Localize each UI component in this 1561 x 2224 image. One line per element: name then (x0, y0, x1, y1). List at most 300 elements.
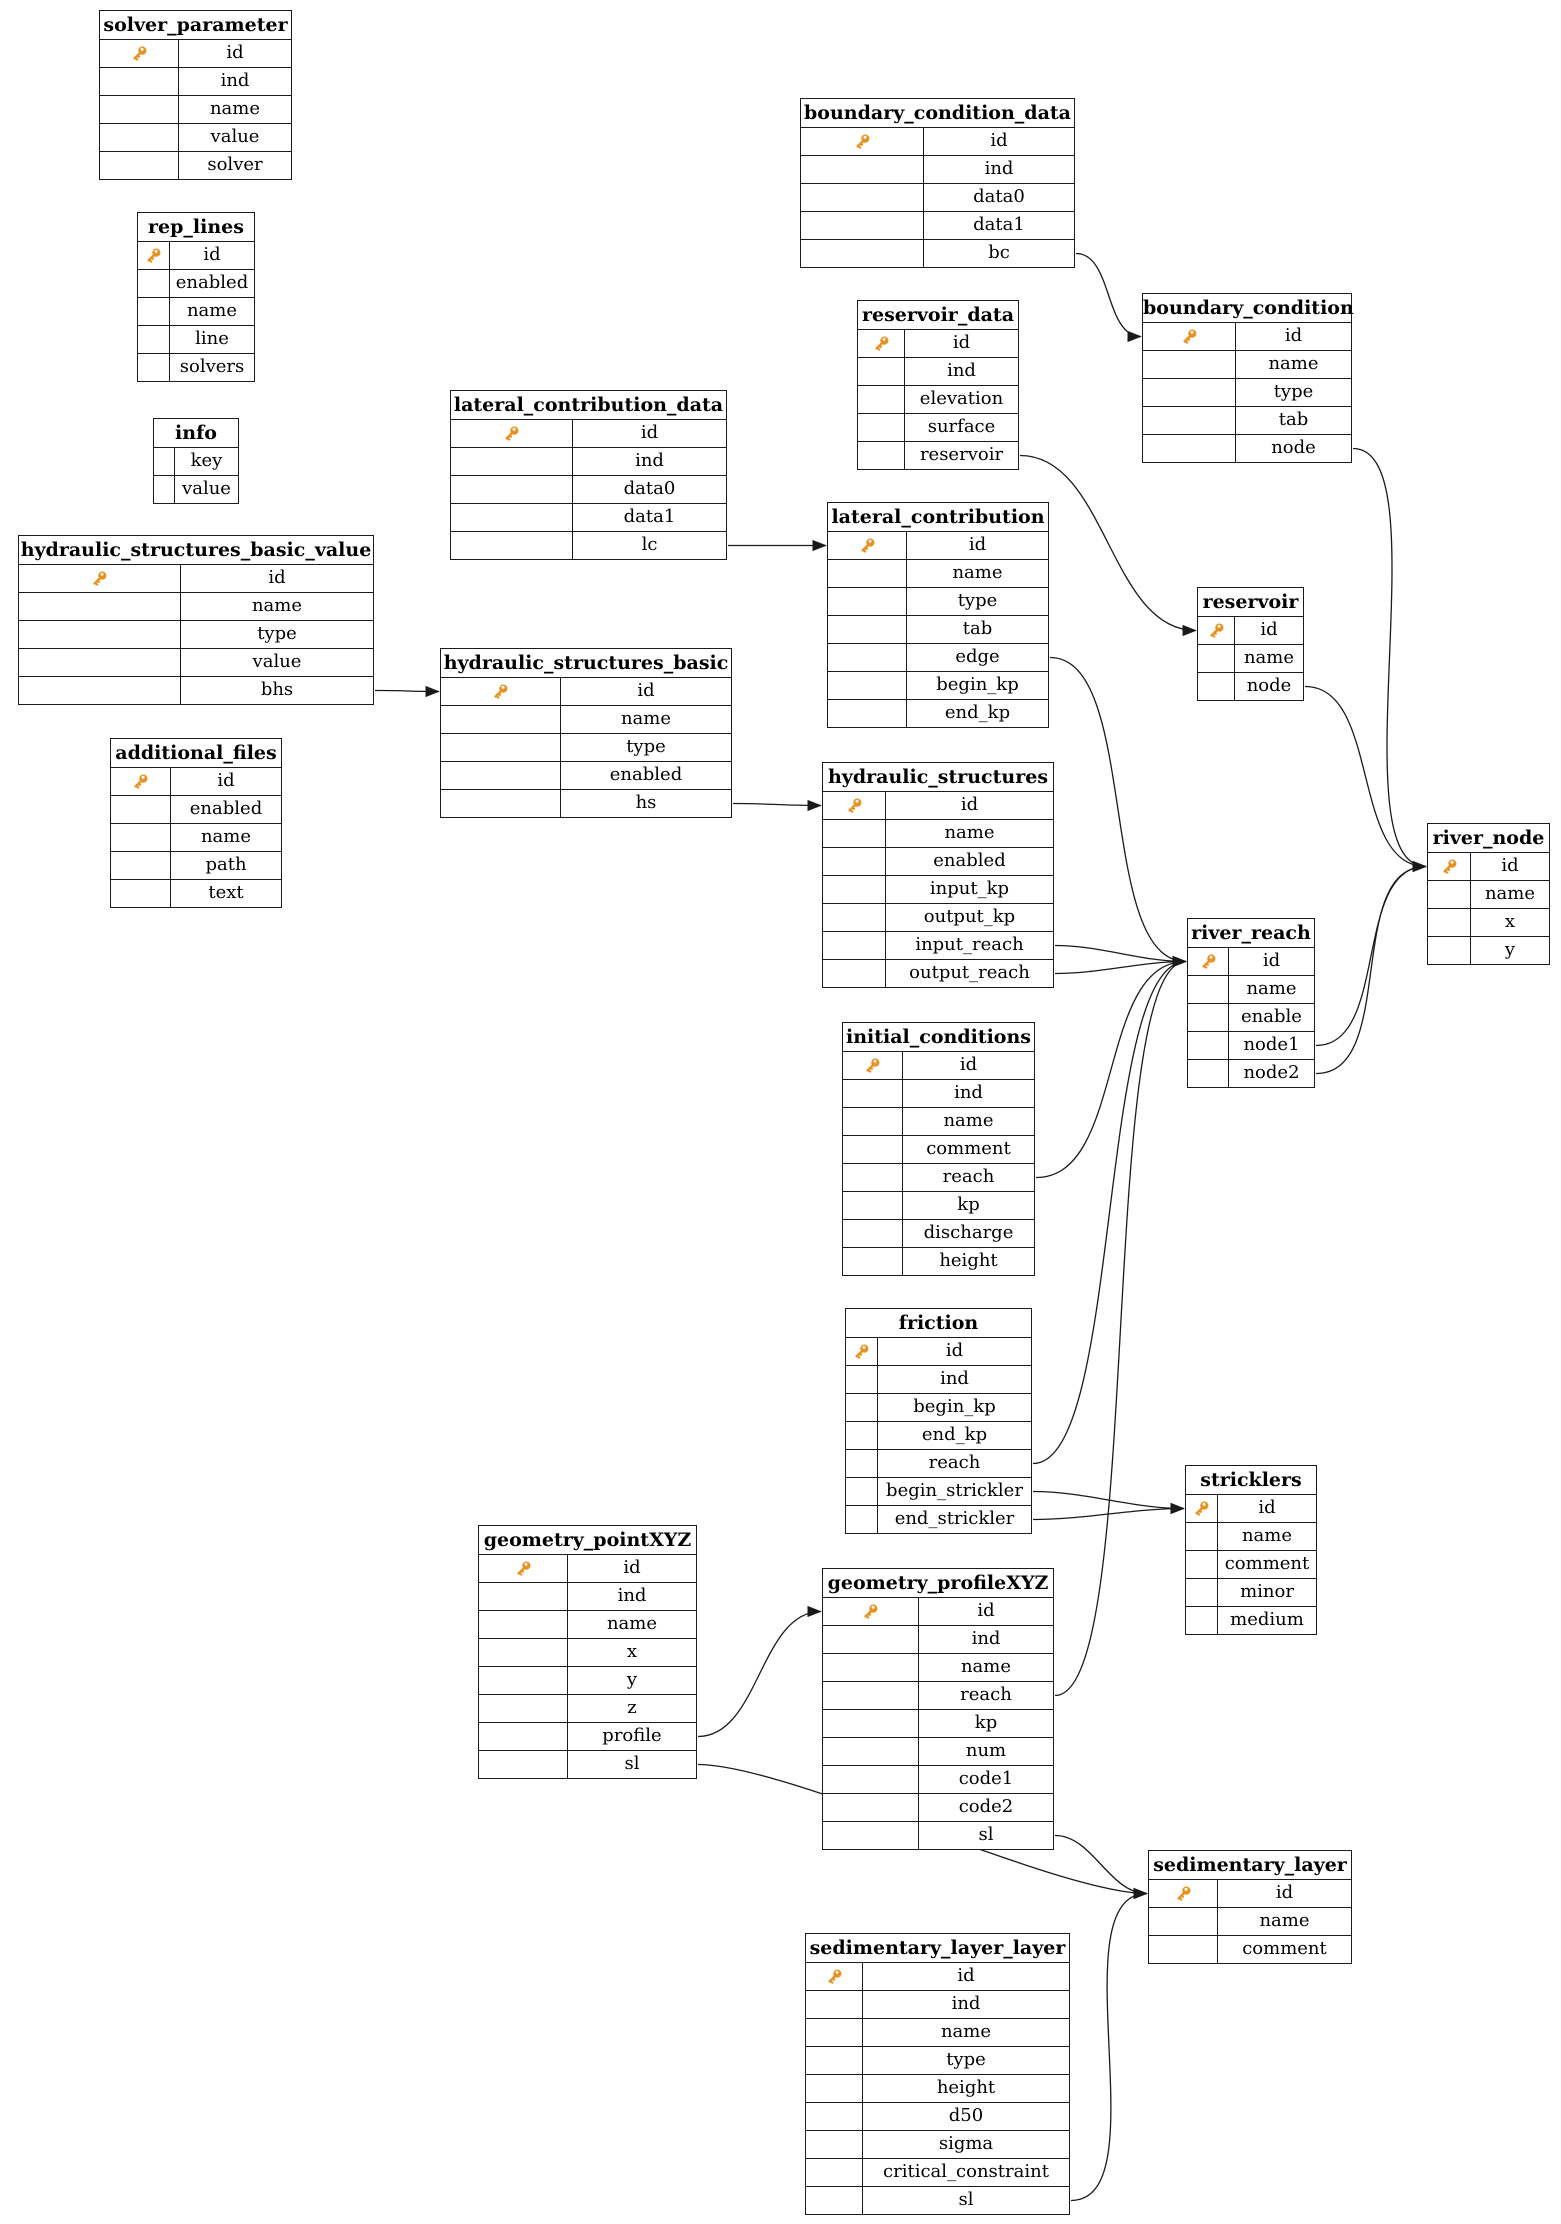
table-title: hydraulic_structures (827, 766, 1049, 788)
table-title: initial_conditions (845, 1026, 1031, 1048)
field-row-value (19, 648, 373, 676)
field-row-kp (823, 1709, 1053, 1737)
primary-key-cell (1188, 948, 1229, 975)
primary-key-cell (19, 565, 181, 592)
field-row-id (1428, 852, 1549, 880)
table-boundary_condition_data (800, 98, 1075, 268)
primary-key-icon (824, 1966, 845, 1987)
field-label: surface (927, 416, 996, 437)
table-hydraulic_structures (822, 762, 1054, 988)
key-cell-empty (451, 476, 573, 503)
field-row-name (100, 95, 291, 123)
table-title: sedimentary_layer_layer (809, 1937, 1066, 1959)
primary-key-cell (823, 1598, 919, 1625)
primary-key-cell (1143, 323, 1236, 350)
primary-key-cell (1198, 617, 1235, 644)
field-row-sigma (806, 2130, 1069, 2158)
field-row-name (828, 559, 1048, 587)
key-cell-empty (828, 672, 907, 699)
key-cell-empty (479, 1583, 568, 1610)
field-label: type (957, 590, 998, 611)
field-label: id (952, 332, 971, 353)
field-row-begin_strickler (846, 1477, 1031, 1505)
field-row-solver (100, 151, 291, 179)
key-cell-empty (479, 1695, 568, 1722)
field-row-line (138, 325, 254, 353)
field-row-code2 (823, 1793, 1053, 1821)
field-label: id (203, 244, 221, 265)
field-row-ind (451, 447, 726, 475)
field-row-d50 (806, 2102, 1069, 2130)
field-row-id (1188, 947, 1314, 975)
key-cell-empty (823, 1682, 919, 1709)
key-cell-empty (843, 1220, 903, 1247)
field-row-value (100, 123, 291, 151)
key-cell-empty (111, 796, 171, 823)
key-cell-empty (806, 2103, 863, 2130)
primary-key-icon (501, 423, 522, 444)
field-row-profile (479, 1722, 696, 1750)
key-cell-empty (806, 2047, 863, 2074)
field-label: name (620, 708, 672, 729)
table-info (153, 418, 239, 504)
field-label: type (257, 623, 297, 644)
field-row-ind (823, 1625, 1053, 1653)
key-cell-empty (441, 734, 561, 761)
field-label: sigma (938, 2133, 994, 2154)
relation-geometry_profileXYZ.sl-to-sedimentary_layer (1055, 1836, 1147, 1894)
field-row-hs (441, 789, 731, 817)
field-row-name (1188, 975, 1314, 1003)
field-row-num (823, 1737, 1053, 1765)
field-row-key (154, 447, 238, 475)
key-cell-empty (451, 504, 573, 531)
field-row-data1 (451, 503, 726, 531)
field-row-id (1149, 1879, 1351, 1907)
relation-hydraulic_structures_basic_value.bhs-to-hydraulic_structures_basic (375, 691, 439, 692)
field-label: id (945, 1340, 964, 1361)
field-row-solvers (138, 353, 254, 381)
table-title: friction (898, 1312, 979, 1334)
field-label: id (957, 1965, 975, 1986)
field-label: value (210, 126, 260, 147)
table-title: additional_files (115, 742, 277, 764)
field-label: name (1259, 1910, 1310, 1931)
field-label: id (968, 534, 987, 555)
primary-key-icon (1206, 620, 1227, 641)
field-label: input_kp (929, 878, 1010, 899)
key-cell-empty (1186, 1607, 1218, 1634)
relation-friction.reach-to-river_reach (1033, 962, 1186, 1464)
field-label: ind (971, 1628, 1001, 1649)
field-row-reach (846, 1449, 1031, 1477)
field-label: value (252, 651, 302, 672)
key-cell-empty (846, 1422, 878, 1449)
field-row-y (479, 1666, 696, 1694)
key-cell-empty (806, 2131, 863, 2158)
field-label: begin_strickler (886, 1480, 1023, 1501)
primary-key-cell (1149, 1880, 1218, 1907)
field-label: comment (1242, 1938, 1327, 1959)
key-cell-empty (1188, 1004, 1229, 1031)
field-row-id (111, 767, 281, 795)
field-row-discharge (843, 1219, 1034, 1247)
key-cell-empty (801, 240, 924, 267)
relation-boundary_condition_data.bc-to-boundary_condition (1076, 254, 1141, 337)
field-row-id (1186, 1494, 1316, 1522)
table-lateral_contribution (827, 502, 1049, 728)
field-label: edge (955, 646, 1000, 667)
key-cell-empty (1188, 1032, 1229, 1059)
key-cell-empty (138, 326, 170, 353)
field-label: id (960, 794, 979, 815)
field-label: sl (978, 1824, 994, 1845)
key-cell-empty (441, 706, 561, 733)
field-row-id (138, 241, 254, 269)
field-label: ind (617, 1585, 647, 1606)
key-cell-empty (828, 700, 907, 727)
primary-key-icon (844, 795, 865, 816)
field-label: name (960, 1656, 1012, 1677)
table-river_reach (1187, 918, 1315, 1088)
key-cell-empty (846, 1394, 878, 1421)
primary-key-icon (1173, 1883, 1194, 1904)
relation-initial_conditions.reach-to-river_reach (1036, 962, 1186, 1178)
field-label: kp (974, 1712, 998, 1733)
key-cell-empty (1143, 351, 1236, 378)
table-title: river_reach (1191, 922, 1311, 944)
table-reservoir_data (857, 300, 1019, 470)
field-label: type (626, 736, 666, 757)
field-row-path (111, 851, 281, 879)
primary-key-cell (828, 532, 907, 559)
field-label: data1 (623, 506, 676, 527)
field-row-name (823, 1653, 1053, 1681)
field-label: id (1260, 619, 1278, 640)
key-cell-empty (441, 762, 561, 789)
field-label: reach (942, 1166, 995, 1187)
field-label: enabled (933, 850, 1006, 871)
table-hydraulic_structures_basic (440, 648, 732, 818)
table-rep_lines (137, 212, 255, 382)
primary-key-cell (100, 40, 179, 67)
field-row-reach (843, 1163, 1034, 1191)
field-row-name (1149, 1907, 1351, 1935)
key-cell-empty (1143, 407, 1236, 434)
field-row-end_strickler (846, 1505, 1031, 1533)
field-row-type (19, 620, 373, 648)
relation-boundary_condition.node-to-river_node (1353, 449, 1426, 867)
field-label: begin_kp (936, 674, 1019, 695)
field-row-text (111, 879, 281, 907)
field-row-y (1428, 936, 1549, 964)
field-row-kp (843, 1191, 1034, 1219)
key-cell-empty (843, 1080, 903, 1107)
field-row-name (1186, 1522, 1316, 1550)
field-row-id (858, 329, 1018, 357)
field-label: name (606, 1613, 658, 1634)
field-label: value (182, 478, 231, 499)
field-row-sl (479, 1750, 696, 1778)
field-row-enabled (111, 795, 281, 823)
primary-key-icon (490, 681, 511, 702)
key-cell-empty (479, 1611, 568, 1638)
field-label: id (623, 1557, 641, 1578)
table-solver_parameter (99, 10, 292, 180)
table-title: reservoir (1202, 591, 1299, 613)
field-row-x (1428, 908, 1549, 936)
field-row-id (441, 677, 731, 705)
primary-key-cell (823, 792, 886, 819)
field-label: id (226, 42, 244, 63)
field-label: critical_constraint (883, 2161, 1049, 2182)
field-label: name (209, 98, 261, 119)
table-title: sedimentary_layer (1153, 1854, 1347, 1876)
key-cell-empty (806, 1991, 863, 2018)
field-label: node (1246, 675, 1292, 696)
field-label: text (208, 882, 244, 903)
key-cell-empty (801, 184, 924, 211)
field-label: bhs (260, 679, 294, 700)
field-label: output_reach (909, 962, 1030, 983)
field-label: node1 (1243, 1034, 1300, 1055)
field-label: y (626, 1669, 638, 1690)
key-cell-empty (843, 1248, 903, 1275)
field-label: id (1275, 1882, 1294, 1903)
key-cell-empty (1186, 1579, 1218, 1606)
field-label: tab (962, 618, 993, 639)
key-cell-empty (154, 448, 175, 475)
table-title: solver_parameter (103, 14, 288, 36)
key-cell-empty (823, 1626, 919, 1653)
field-row-tab (1143, 406, 1351, 434)
field-row-ind (858, 357, 1018, 385)
key-cell-empty (138, 354, 170, 381)
field-row-node (1143, 434, 1351, 462)
primary-key-cell (801, 128, 924, 155)
table-hydraulic_structures_basic_value (18, 535, 374, 705)
key-cell-empty (138, 298, 170, 325)
field-row-id (451, 419, 726, 447)
key-cell-empty (479, 1667, 568, 1694)
field-label: id (640, 422, 659, 443)
key-cell-empty (479, 1723, 568, 1750)
field-row-ind (801, 155, 1074, 183)
primary-key-icon (130, 771, 151, 792)
field-label: height (936, 2077, 996, 2098)
field-label: id (990, 130, 1008, 151)
key-cell-empty (823, 1710, 919, 1737)
field-label: ind (954, 1082, 983, 1103)
field-row-lc (451, 531, 726, 559)
field-label: end_kp (921, 1424, 988, 1445)
key-cell-empty (1143, 379, 1236, 406)
field-row-medium (1186, 1606, 1316, 1634)
key-cell-empty (1198, 673, 1235, 700)
field-label: ind (947, 360, 976, 381)
field-row-data0 (801, 183, 1074, 211)
field-row-node1 (1188, 1031, 1314, 1059)
table-stricklers (1185, 1465, 1317, 1635)
field-label: ind (940, 1368, 969, 1389)
key-cell-empty (828, 560, 907, 587)
field-label: path (205, 854, 247, 875)
key-cell-empty (1149, 1908, 1218, 1935)
field-row-output_reach (823, 959, 1053, 987)
field-row-node2 (1188, 1059, 1314, 1087)
field-row-critical_constraint (806, 2158, 1069, 2186)
key-cell-empty (846, 1450, 878, 1477)
field-row-id (479, 1554, 696, 1582)
table-title: stricklers (1200, 1469, 1302, 1491)
table-title: hydraulic_structures_basic_value (20, 539, 372, 561)
field-row-reservoir (858, 441, 1018, 469)
key-cell-empty (1428, 881, 1471, 908)
field-label: elevation (919, 388, 1004, 409)
field-label: enabled (189, 798, 263, 819)
field-row-ind (100, 67, 291, 95)
field-row-id (100, 39, 291, 67)
primary-key-icon (862, 1055, 883, 1076)
field-label: name (943, 1110, 994, 1131)
primary-key-cell (846, 1338, 878, 1365)
field-label: type (946, 2049, 986, 2070)
field-row-data0 (451, 475, 726, 503)
field-label: data0 (973, 186, 1025, 207)
key-cell-empty (100, 96, 179, 123)
field-row-bc (801, 239, 1074, 267)
field-label: begin_kp (913, 1396, 996, 1417)
field-label: name (1246, 978, 1297, 999)
field-row-name (806, 2018, 1069, 2046)
field-row-enabled (138, 269, 254, 297)
key-cell-empty (100, 68, 179, 95)
primary-key-cell (111, 768, 171, 795)
field-row-id (19, 564, 373, 592)
field-row-enabled (441, 761, 731, 789)
primary-key-icon (1439, 856, 1460, 877)
key-cell-empty (806, 2187, 863, 2214)
primary-key-icon (89, 568, 110, 589)
key-cell-empty (806, 2075, 863, 2102)
key-cell-empty (1428, 909, 1471, 936)
table-geometry_pointXYZ (478, 1525, 697, 1779)
field-row-id (828, 531, 1048, 559)
key-cell-empty (858, 358, 905, 385)
field-row-height (843, 1247, 1034, 1275)
primary-key-icon (129, 43, 150, 64)
key-cell-empty (843, 1136, 903, 1163)
field-row-id (1143, 322, 1351, 350)
field-label: solvers (179, 356, 245, 377)
field-row-data1 (801, 211, 1074, 239)
relation-hydraulic_structures_basic.hs-to-hydraulic_structures (733, 804, 821, 806)
primary-key-cell (1428, 853, 1471, 880)
field-label: sl (624, 1753, 640, 1774)
field-label: name (952, 562, 1003, 583)
field-label: ind (220, 70, 250, 91)
field-row-id (843, 1051, 1034, 1079)
field-row-name (138, 297, 254, 325)
relation-lateral_contribution.edge-to-river_reach (1050, 658, 1186, 962)
field-label: discharge (923, 1222, 1014, 1243)
field-row-comment (1186, 1550, 1316, 1578)
field-row-input_kp (823, 875, 1053, 903)
field-row-bhs (19, 676, 373, 704)
key-cell-empty (479, 1751, 568, 1778)
field-row-name (19, 592, 373, 620)
table-initial_conditions (842, 1022, 1035, 1276)
key-cell-empty (19, 621, 181, 648)
field-label: tab (1278, 409, 1309, 430)
field-row-surface (858, 413, 1018, 441)
field-label: id (1258, 1497, 1276, 1518)
table-title: boundary_condition (1143, 297, 1354, 319)
key-cell-empty (19, 649, 181, 676)
field-label: id (1262, 950, 1281, 971)
key-cell-empty (19, 593, 181, 620)
field-row-ind (846, 1365, 1031, 1393)
key-cell-empty (843, 1164, 903, 1191)
key-cell-empty (154, 476, 175, 503)
field-label: comment (1224, 1553, 1310, 1574)
field-row-node (1198, 672, 1303, 700)
key-cell-empty (828, 616, 907, 643)
key-cell-empty (828, 644, 907, 671)
field-label: height (939, 1250, 998, 1271)
key-cell-empty (138, 270, 170, 297)
field-label: kp (957, 1194, 980, 1215)
field-label: name (200, 826, 252, 847)
field-label: x (626, 1641, 638, 1662)
field-row-elevation (858, 385, 1018, 413)
key-cell-empty (100, 124, 179, 151)
field-row-ind (843, 1079, 1034, 1107)
field-label: reach (960, 1684, 1012, 1705)
field-label: comment (926, 1138, 1011, 1159)
field-label: input_reach (915, 934, 1024, 955)
field-label: name (251, 595, 303, 616)
field-label: data0 (623, 478, 676, 499)
field-row-begin_kp (828, 671, 1048, 699)
field-label: y (1504, 939, 1516, 960)
key-cell-empty (846, 1506, 878, 1533)
key-cell-empty (823, 848, 886, 875)
key-cell-empty (1188, 1060, 1229, 1087)
key-cell-empty (823, 960, 886, 987)
relation-hydraulic_structures.input_reach-to-river_reach (1055, 946, 1186, 962)
field-label: id (217, 770, 235, 791)
table-title: geometry_pointXYZ (483, 1529, 692, 1551)
field-row-name (1143, 350, 1351, 378)
field-row-type (806, 2046, 1069, 2074)
field-label: minor (1240, 1581, 1294, 1602)
field-label: id (1284, 325, 1303, 346)
field-label: sl (958, 2189, 974, 2210)
primary-key-cell (479, 1555, 568, 1582)
field-row-end_kp (828, 699, 1048, 727)
field-row-sl (806, 2186, 1069, 2214)
primary-key-icon (1191, 1498, 1212, 1519)
primary-key-icon (143, 245, 164, 266)
key-cell-empty (823, 1766, 919, 1793)
primary-key-cell (138, 242, 170, 269)
primary-key-cell (451, 420, 573, 447)
field-label: line (195, 328, 229, 349)
key-cell-empty (843, 1108, 903, 1135)
primary-key-cell (806, 1963, 863, 1990)
field-row-ind (479, 1582, 696, 1610)
